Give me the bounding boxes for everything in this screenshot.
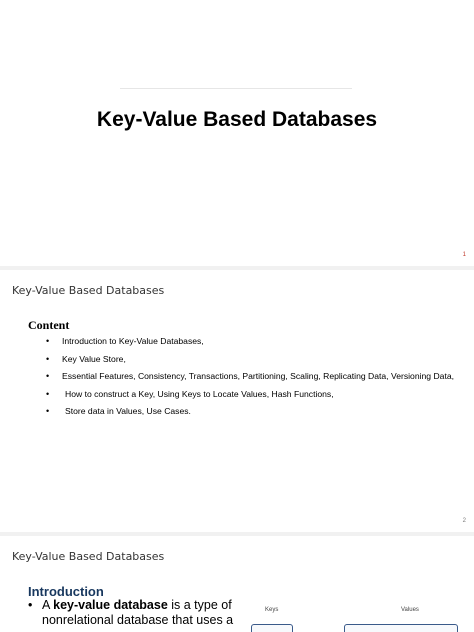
introduction-text: • A key-value database is a type of nonrelational database that uses a — [28, 598, 234, 627]
title-slide — [0, 0, 474, 266]
slide-title: Key-Value Based Databases — [12, 284, 165, 297]
values-label: Values — [401, 607, 419, 613]
page-number: 2 — [462, 518, 466, 524]
list-item: • Introduction to Key-Value Databases, — [46, 336, 204, 346]
slide-title: Key-Value Based Databases — [96, 108, 378, 131]
introduction-heading: Introduction — [28, 584, 104, 599]
value-box — [344, 624, 458, 632]
list-item: • How to construct a Key, Using Keys to Locate Values, Hash Functions, — [46, 388, 334, 399]
keys-label: Keys — [265, 607, 279, 613]
key-box — [251, 624, 293, 632]
content-heading: Content — [28, 318, 70, 332]
content-slide — [0, 270, 474, 532]
content-list — [46, 336, 456, 424]
page-number: 1 — [462, 252, 466, 258]
slide-title: Key-Value Based Databases — [12, 550, 165, 563]
list-item: • Essential Features, Consistency, Transactions, Partitioning, Scaling, Replicating Data, Versioning Data, — [46, 371, 455, 381]
header-rule — [120, 88, 352, 89]
list-item: • Key Value Store, — [46, 353, 126, 364]
bullet: • — [28, 598, 33, 612]
introduction-slide — [0, 536, 474, 632]
list-item: • Store data in Values, Use Cases. — [46, 406, 191, 416]
